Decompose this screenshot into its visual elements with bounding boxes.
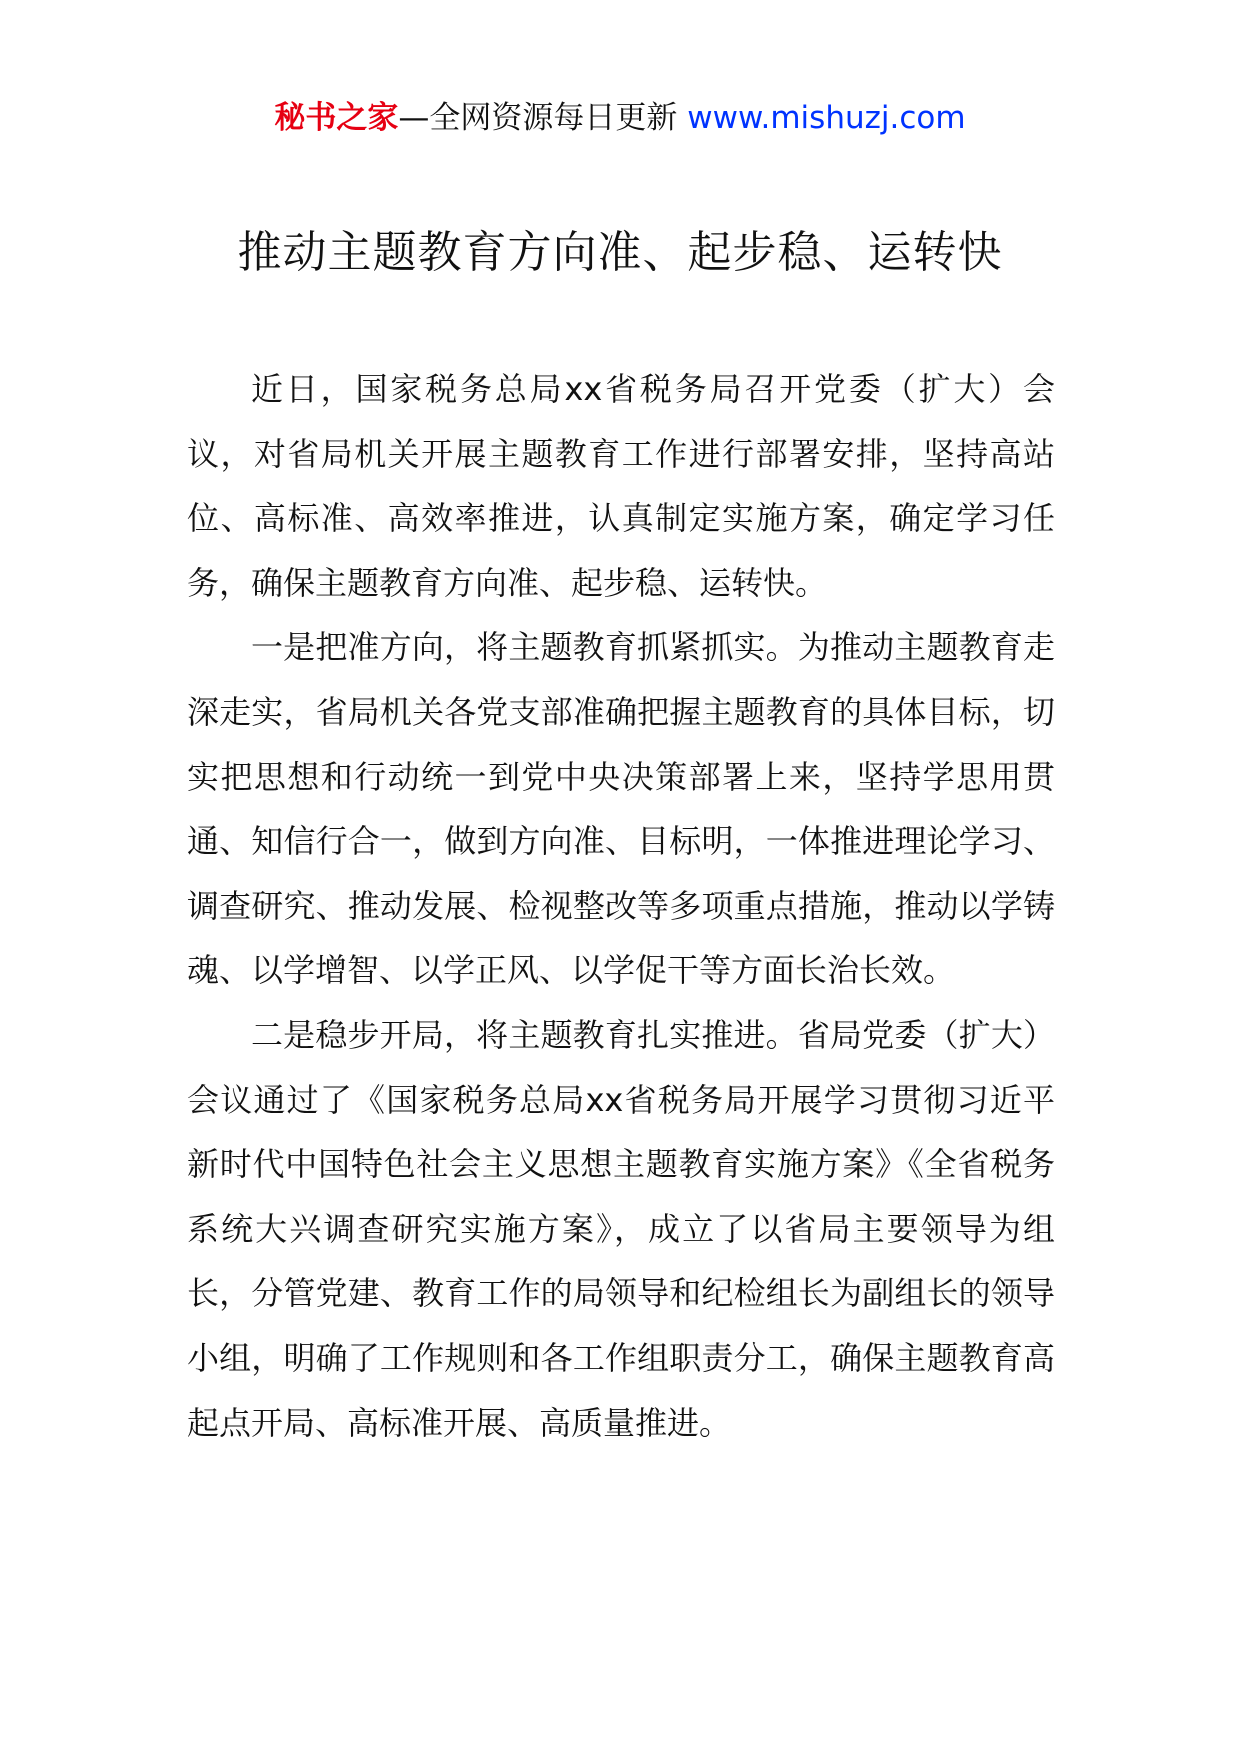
paragraph-direction: 一是把准方向，将主题教育抓紧抓实。为推动主题教育走深走实，省局机关各党支部准确把握主题教育的具体目标，切实把思想和行动统一到党中央决策部署上来，坚持学思用贯通、知信行合一，做到方向准、目标明，一体推进理论学习、调查研究、推动发展、检视整改等多项重点措施，推动以学铸魂、以学增智、以学正风、以学促干等方面长治长效。 bbox=[187, 628, 1055, 990]
header-tagline: —全网资源每日更新 bbox=[398, 100, 678, 136]
site-header bbox=[0, 98, 1240, 138]
site-url-link[interactable]: www.mishuzj.com bbox=[687, 100, 966, 136]
brand-name: 秘书之家 bbox=[274, 100, 399, 136]
document-body bbox=[187, 357, 1055, 1455]
paragraph-start: 二是稳步开局，将主题教育扎实推进。省局党委（扩大）会议通过了《国家税务总局xx省税务局开展学习贯彻习近平新时代中国特色社会主义思想主题教育实施方案》《全省税务系统大兴调查研究实施方案》，成立了以省局主要领导为组长，分管党建、教育工作的局领导和纪检组长为副组长的领导小组，明确了工作规则和各工作组职责分工，确保主题教育高起点开局、高标准开展、高质量推进。 bbox=[187, 1015, 1055, 1442]
paragraph-intro: 近日，国家税务总局xx省税务局召开党委（扩大）会议，对省局机关开展主题教育工作进行部署安排，坚持高站位、高标准、高效率推进，认真制定实施方案，确定学习任务，确保主题教育方向准、起步稳、运转快。 bbox=[187, 370, 1055, 602]
document-title: 推动主题教育方向准、起步稳、运转快 bbox=[237, 227, 1003, 278]
